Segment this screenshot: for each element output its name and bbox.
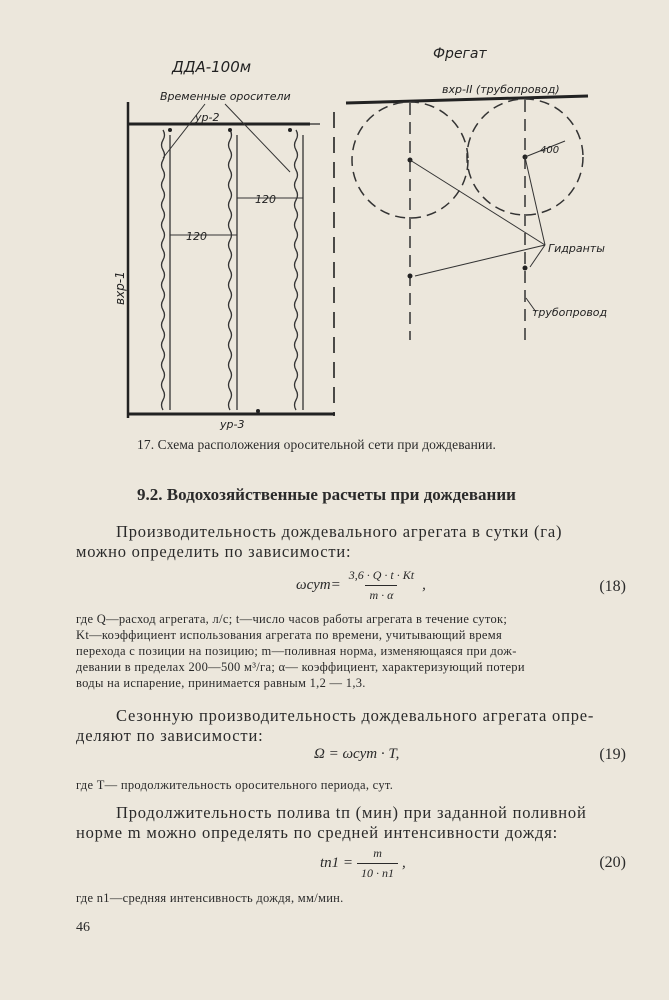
formula-20-lhs: tn1 = bbox=[320, 855, 354, 871]
formula-20-denominator: 10 · n1 bbox=[357, 863, 398, 881]
formula-18-tail: , bbox=[422, 577, 426, 593]
hydrants-label: Гидранты bbox=[548, 242, 605, 255]
where-1-line-2: Kt—коэффициент использования агрегата по времени, учитывающий время bbox=[76, 628, 503, 642]
radius-400-label: 400 bbox=[540, 145, 560, 156]
sprinkler-line-1 bbox=[162, 130, 165, 410]
formula-19-number: (19) bbox=[599, 746, 626, 763]
formula-18-fraction bbox=[345, 568, 418, 603]
where-1-line-3: перехода с позиции на позицию; m—поливная норма, изменяющаяся при дож- bbox=[76, 644, 517, 658]
formula-18-denominator: m · α bbox=[365, 585, 397, 603]
formula-20 bbox=[76, 846, 636, 882]
hydrant-dot-4 bbox=[256, 409, 260, 413]
dimension-120-label-a: 120 bbox=[186, 230, 207, 243]
where-2: где T— продолжительность оросительного периода, сут. bbox=[76, 778, 394, 792]
paragraph-1-line-1: Производительность дождевального агрегата в сутки (га) bbox=[116, 522, 563, 541]
irrigation-network-diagram bbox=[0, 0, 669, 440]
ur3-label: ур-3 bbox=[220, 418, 245, 431]
ur2-label: ур-2 bbox=[195, 111, 220, 124]
where-3: где n1—средняя интенсивность дождя, мм/мин. bbox=[76, 891, 344, 905]
figure-caption: 17. Схема расположения оросительной сети при дождевании. bbox=[137, 437, 497, 452]
formula-20-number: (20) bbox=[599, 854, 626, 871]
left-diagram-title: ДДА-100м bbox=[172, 58, 252, 76]
paragraph-3-line-1: Продолжительность полива tп (мин) при заданной поливной bbox=[116, 803, 587, 822]
formula-20-tail: , bbox=[402, 855, 406, 871]
hydrant-pointer-2 bbox=[525, 157, 545, 245]
pointer-line-2 bbox=[225, 104, 290, 172]
formula-20-fraction bbox=[357, 846, 398, 881]
formula-18-lhs: ωсут= bbox=[296, 577, 341, 593]
formula-18 bbox=[76, 568, 636, 604]
where-1-line-1: где Q—расход агрегата, л/с; t—число часов работы агрегата в течение суток; bbox=[76, 612, 508, 626]
sprinkler-line-2 bbox=[229, 130, 232, 410]
formula-19-expr: Ω = ωсут · T, bbox=[314, 746, 400, 762]
where-1-line-5: воды на испарение, принимается равным 1,2 — 1,3. bbox=[76, 676, 366, 690]
hydrant-dot-2 bbox=[228, 128, 232, 132]
formula-20-numerator: m bbox=[373, 846, 382, 860]
formula-18-number: (18) bbox=[599, 578, 626, 595]
vkhr1-label: вхр-1 bbox=[113, 271, 127, 305]
formula-18-numerator: 3,6 · Q · t · Kt bbox=[348, 568, 415, 582]
paragraph-3-line-2: норме m можно определять по средней интенсивности дождя: bbox=[76, 823, 558, 842]
pipeline-label: трубопровод bbox=[532, 306, 608, 319]
paragraph-2-line-2: деляют по зависимости: bbox=[76, 726, 264, 745]
page-number: 46 bbox=[76, 920, 90, 935]
where-1-line-4: девании в пределах 200—500 м³/га; α— коэффициент, характеризующий потери bbox=[76, 660, 525, 674]
section-heading: 9.2. Водохозяйственные расчеты при дождевании bbox=[137, 485, 516, 504]
hydrant-dot-1 bbox=[168, 128, 172, 132]
right-diagram-title: Фрегат bbox=[433, 46, 487, 62]
vkhr2-pipeline-line bbox=[346, 96, 588, 103]
hydrant-point-1 bbox=[408, 274, 413, 279]
formula-19 bbox=[76, 740, 636, 776]
vkhr2-label: вхр-II (трубопровод) bbox=[442, 83, 560, 96]
hydrant-dot-3 bbox=[288, 128, 292, 132]
where-block-1 bbox=[76, 611, 626, 691]
paragraph-2-line-1: Сезонную производительность дождевального агрегата опре- bbox=[116, 706, 595, 725]
paragraph-1-line-2: можно определить по зависимости: bbox=[76, 542, 352, 561]
hydrant-point-2 bbox=[523, 266, 528, 271]
dimension-120-label-b: 120 bbox=[255, 193, 276, 206]
sprinkler-line-3 bbox=[295, 130, 298, 410]
temp-sprinklers-label: Временные оросители bbox=[160, 90, 291, 103]
